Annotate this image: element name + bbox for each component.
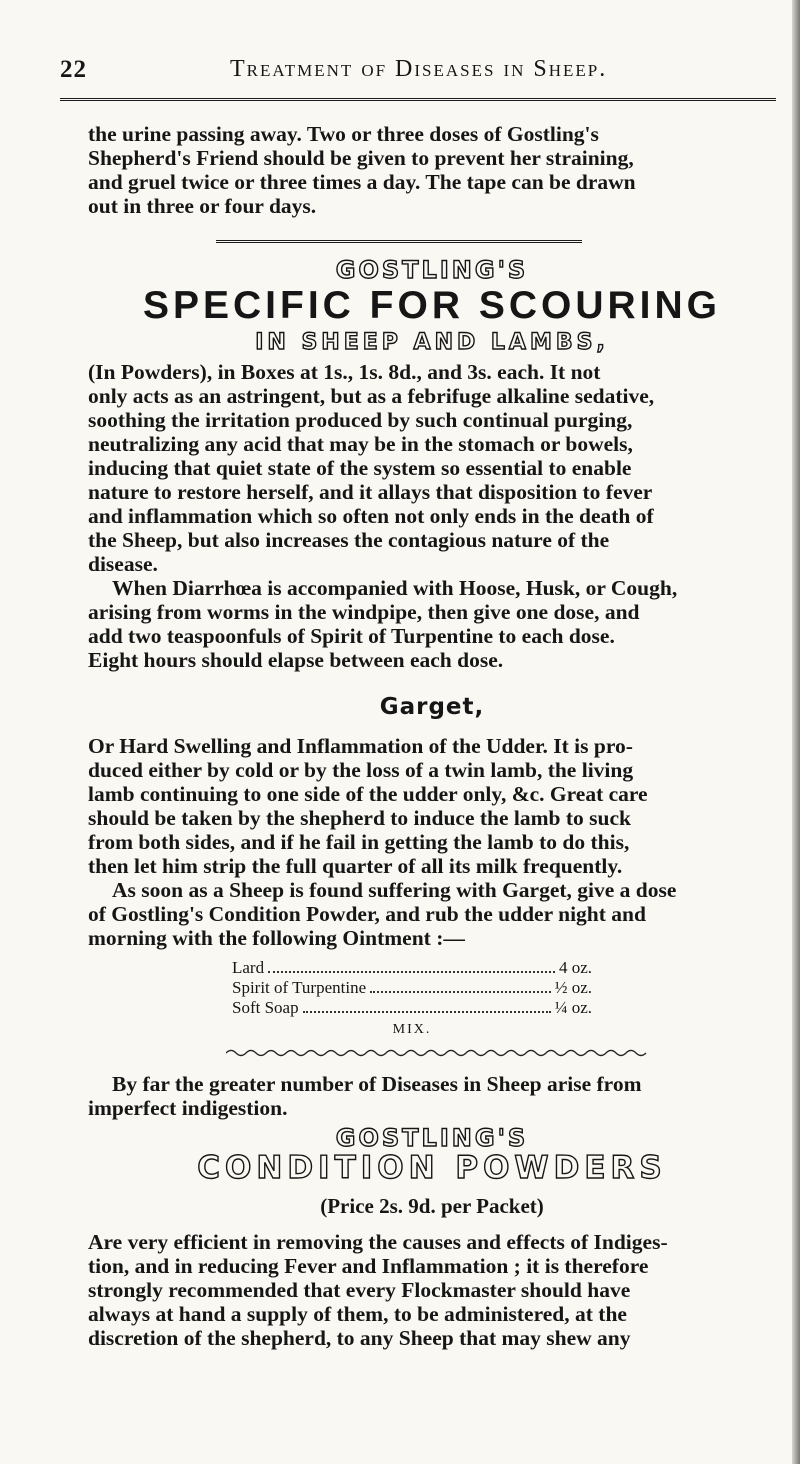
garget-heading: Garget, (379, 694, 485, 720)
text-line: nature to restore herself, and it allays that disposition to fever (88, 480, 653, 504)
text-line: the Sheep, but also increases the contagious nature of the (88, 528, 610, 552)
text-line: Shepherd's Friend should be given to prevent her straining, (88, 146, 634, 170)
recipe-row (232, 998, 592, 1018)
text-line: imperfect indigestion. (88, 1096, 288, 1120)
text-line: should be taken by the shepherd to induce the lamb to suck (88, 806, 631, 830)
text-line: morning with the following Ointment :— (88, 926, 465, 950)
ad2-price: (Price 2s. 9d. per Packet) (320, 1194, 544, 1218)
text-line: only acts as an astringent, but as a febrifuge alkaline sedative, (88, 384, 655, 408)
ointment-recipe (232, 958, 592, 1040)
text-line: By far the greater number of Diseases in Sheep arise from (112, 1072, 642, 1096)
text-line: out in three or four days. (88, 194, 317, 218)
leader-dots (370, 978, 551, 993)
paragraph-top (88, 122, 776, 218)
recipe-item: Spirit of Turpentine (232, 978, 367, 997)
text-line: arising from worms in the windpipe, then give one dose, and (88, 600, 640, 624)
text-line: Are very efficient in removing the causes and effects of Indiges- (88, 1230, 668, 1254)
text-line: As soon as a Sheep is found suffering with Garget, give a dose (112, 878, 677, 902)
text-line: tion, and in reducing Fever and Inflammation ; it is therefore (88, 1254, 649, 1278)
text-line: duced either by cold or by the loss of a twin lamb, the living (88, 758, 634, 782)
recipe-row (232, 978, 592, 998)
text-line: Eight hours should elapse between each dose. (88, 648, 504, 672)
ad2-title: CONDITION POWDERS (197, 1150, 667, 1186)
leader-dots (268, 958, 555, 973)
page-header (60, 56, 780, 96)
text-line: lamb continuing to one side of the udder only, &c. Great care (88, 782, 648, 806)
recipe-item: Lard (232, 958, 265, 977)
running-title: Treatment of Diseases in Sheep. (230, 56, 608, 82)
text-line: disease. (88, 552, 158, 576)
text-line: of Gostling's Condition Powder, and rub the udder night and (88, 902, 646, 926)
text-line: strongly recommended that every Flockmaster should have (88, 1278, 631, 1302)
text-line: and inflammation which so often not only ends in the death of (88, 504, 654, 528)
ad1-title: SPECIFIC FOR SCOURING (142, 284, 722, 327)
text-line: Or Hard Swelling and Inflammation of the Udder. It is pro- (88, 734, 633, 758)
ad1-body (88, 360, 776, 672)
ad1-brand: GOSTLING'S (335, 256, 529, 284)
text-line: soothing the irritation produced by such continual purging, (88, 408, 633, 432)
recipe-item: Soft Soap (232, 998, 299, 1017)
recipe-mix: MIX. (392, 1022, 432, 1037)
paragraph-mid (88, 1072, 776, 1120)
recipe-qty: ½ oz. (554, 978, 592, 997)
page-edge-shadow (792, 0, 800, 1464)
text-line: the urine passing away. Two or three doses of Gostling's (88, 122, 599, 146)
page-number: 22 (60, 56, 87, 83)
recipe-qty: ¼ oz. (554, 998, 592, 1017)
garget-body (88, 734, 776, 950)
text-line: and gruel twice or three times a day. The tape can be drawn (88, 170, 636, 194)
text-line: discretion of the shepherd, to any Sheep that may shew any (88, 1326, 631, 1350)
text-line: always at hand a supply of them, to be administered, at the (88, 1302, 627, 1326)
header-rule (60, 98, 776, 101)
recipe-row (232, 958, 592, 978)
text-line: from both sides, and if he fail in getting the lamb to do this, (88, 830, 630, 854)
wavy-divider (226, 1048, 652, 1058)
ad2-brand: GOSTLING'S (335, 1124, 529, 1152)
recipe-qty: 4 oz. (558, 958, 592, 977)
ad1-subtitle: IN SHEEP AND LAMBS, (255, 330, 609, 355)
text-line: neutralizing any acid that may be in the stomach or bowels, (88, 432, 633, 456)
text-line: (In Powders), in Boxes at 1s., 1s. 8d., and 3s. each. It not (88, 360, 601, 384)
text-line: When Diarrhœa is accompanied with Hoose, Husk, or Cough, (112, 576, 678, 600)
text-line: add two teaspoonfuls of Spirit of Turpentine to each dose. (88, 624, 615, 648)
section-divider (216, 240, 582, 243)
text-line: then let him strip the full quarter of all its milk frequently. (88, 854, 623, 878)
text-line: inducing that quiet state of the system so essential to enable (88, 456, 632, 480)
ad2-body (88, 1230, 776, 1350)
leader-dots (303, 998, 551, 1013)
